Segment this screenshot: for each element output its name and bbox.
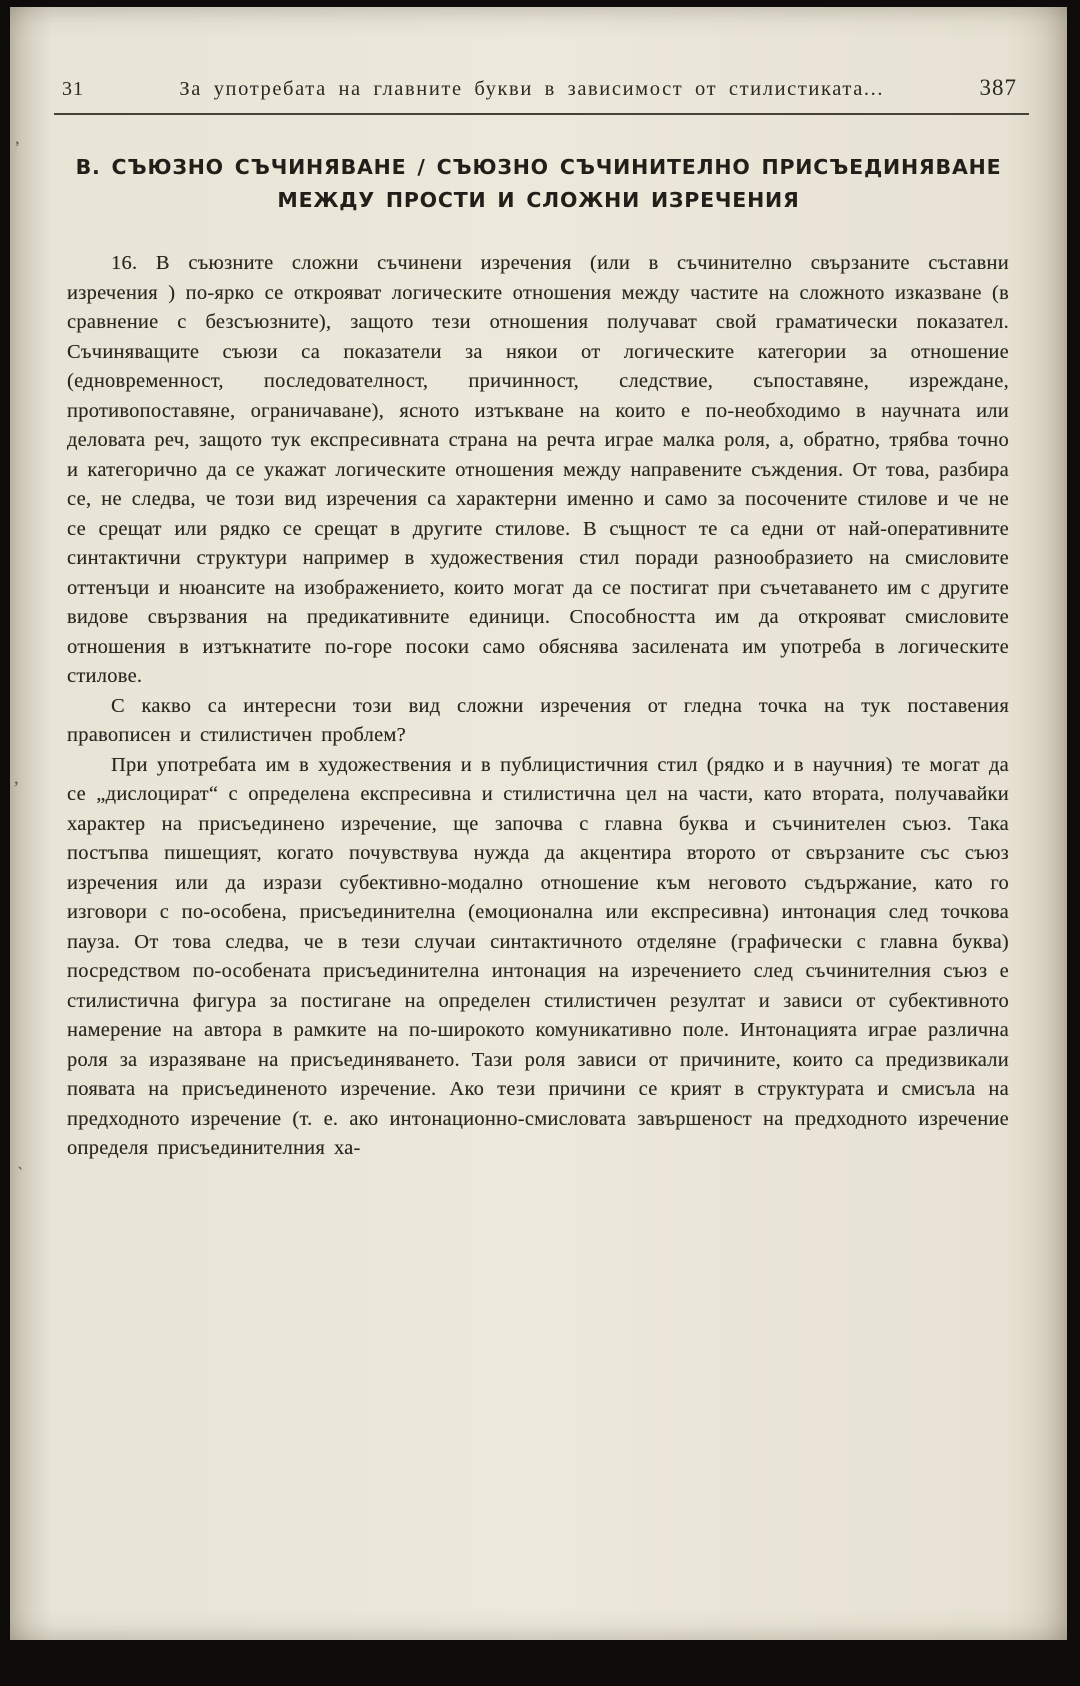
- right-page-number: 387: [979, 75, 1017, 100]
- body-paragraph: При употребата им в художествения и в публицистичния стил (рядко и в научния) те могат да се „дислоцират“ с определена експресивна и стилистична цел на части, като втората, получавайки характер на присъединено изречение, ще започва с главна буква и съчинителен съюз. Така постъпва пишещият, когато почувствува нужда да акцентира второто от свързаните със съюз изречения или да изрази субективно-модално отношение към неговото съдържание, като го изговори с по-особена, присъединителна (емоционална или експресивна) интонация след точкова пауза. От това следва, че в тези случаи синтактичното отделяне (графически с главна буква) посредством по-особената присъединителна интонация на изречението след съчинителния съюз е стилистична фигура за постигане на определен стилистичен резултат и зависи от субективното намерение на автора в рамките на по-широкото комуникативно поле. Интонацията играе различна роля за изразяване на присъединяването. Тази роля зависи от причините, които са предизвикали появата на присъединеното изречение. Ако тези причини се крият в структурата и смисъла на предходното изречение (т. е. ако интонационно-смисловата завършеност на предходното изречение определя присъединителния ха-: [67, 753, 1009, 1159]
- scan-ink-mark: ’: [13, 778, 20, 799]
- body-paragraph: 16. В съюзните сложни съчинени изречения (или в съчинително свързаните съставни изречения ) по-ярко се открояват логическите отношения между частите на сложното изказване (в сравнение с безсъюзните), защото тези отношения получават свой граматически показател. Съчиняващите съюзи са показатели за някои от логическите категории за отношение (едновременност, последователност, причинност, следствие, съпоставяне, изреждане, противопоставяне, ограничаване), ясното изтъкване на които е по-необходимо в научната или деловата реч, защото тук експресивната страна на речта играе малка роля, а, обратно, трябва точно и категорично да се укажат логическите отношения между направените съждения. От това, разбира се, не следва, че този вид изречения са характерни именно и само за посочените стилове и че не се срещат или рядко се срещат в другите стилове. В същност те са едни от най-оперативните синтактични структури например в художествения стил поради разнообразието на смисловите оттенъци и нюансите на изображението, които могат да се постигат при съчетаването им с другите видове свързвания на предикативните единици. Способността им да открояват смисловите отношения в изтъкнатите по-горе посоки само обяснява засилената им употреба в логическите стилове.: [67, 252, 1009, 687]
- scan-ink-mark: ’: [14, 138, 21, 159]
- scan-ink-mark: `: [14, 1163, 24, 1186]
- section-heading-line-2: МЕЖДУ ПРОСТИ И СЛОЖНИ ИЗРЕЧЕНИЯ: [277, 188, 800, 212]
- body-paragraph: С какво са интересни този вид сложни изречения от гледна точка на тук поставения правописен и стилистичен проблем?: [67, 694, 1009, 746]
- page-header: [10, 7, 1067, 101]
- header-rule: [54, 113, 1029, 115]
- running-title: За употребата на главните букви в зависимост от стилистиката...: [179, 78, 885, 100]
- body-text-block: [10, 249, 1067, 1164]
- left-page-number: 31: [62, 78, 84, 100]
- section-heading: [70, 151, 1007, 217]
- paper-page: [10, 7, 1067, 1640]
- section-heading-line-1: В. СЪЮЗНО СЪЧИНЯВАНЕ / СЪЮЗНО СЪЧИНИТЕЛНО ПРИСЪЕДИНЯВАНЕ: [75, 155, 1002, 179]
